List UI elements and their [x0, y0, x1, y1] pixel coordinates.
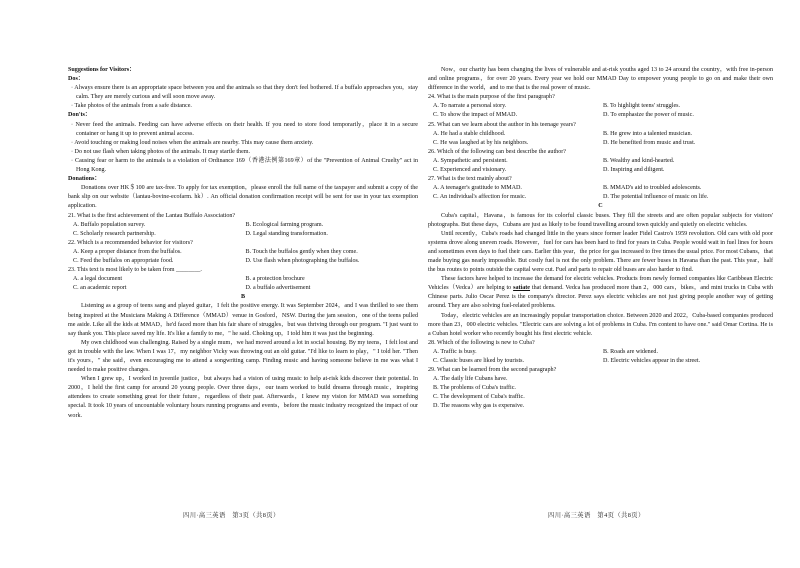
- question-27: 27. What is the text mainly about?: [428, 176, 512, 183]
- option: B. Ecological farming program.: [245, 221, 324, 228]
- passage-c-paragraph: Today，electric vehicles are an increasingly popular transportation choice. Between 2020 and 2022，Cuba-based companies produced more than 23，000 electric vehicles. "Electric cars are solving a lot of problems in Cuba. I'm content to have one." said Omar Cortina. He is a Cuban hotel worker who recently bought his first electric vehicle.: [428, 312, 773, 337]
- option: B. To highlight teens' struggles.: [603, 103, 681, 110]
- donts-item: · Causing fear or harm to the animals is a violation of Ordinance 169（香港法例第169章）of the "Prevention of Animal Cruelty" act in Hong Kong.: [71, 157, 418, 174]
- paragraph-text: These factors have helped to increase the demand for electric vehicles. Products from newly formed companies like Caribbean Electric Vehicles（Vedca）are helping to: [428, 276, 773, 292]
- option: D. The reasons why gas is expensive.: [433, 403, 525, 410]
- option: D. Use flash when photographing the buffalos.: [245, 257, 360, 264]
- option: D. He benefited from music and trust.: [603, 139, 696, 146]
- question-24-options: [428, 102, 773, 120]
- question-29-options: [428, 375, 773, 411]
- option: D. Legal standing transformation.: [245, 230, 328, 237]
- option: A. Keep a proper distance from the buffalos.: [73, 248, 182, 255]
- passage-b-paragraph: Listening as a group of teens sang and played guitar，I felt the positive energy. It was September 2024，and I was thrilled to see them being inspired at the Musicians Making A Difference（MMAD）venue in Gosford，NSW. During the jam session，one of the teens pulled me aside. Like all the kids at MMAD，he'd faced more than his fair share of struggles，but was thriving through our program. "I just want to say thank you. This place saved my life. It's like a family to me，" he said. Choking up，I told him it was just the beginning.: [68, 303, 418, 337]
- question-21: 21. What is the first achievement of the Lantau Buffalo Association?: [68, 212, 236, 219]
- donations-title: Donations：: [68, 176, 101, 183]
- right-page: [428, 66, 773, 412]
- passage-b-paragraph: Now，our charity has been changing the lives of vulnerable and at-risk youths aged 13 to 24 around the country，with free in-person and online programs，for over 20 years. Every year we hold our MMAD Day to empower young people to go on and make their own difference in the world，and to me that is the real power of music.: [428, 67, 773, 92]
- option: A. Traffic is busy.: [433, 348, 477, 355]
- donts-title: Don'ts：: [68, 112, 92, 119]
- question-22-options: [68, 248, 418, 266]
- donts-item: · Do not use flash when taking photos of the animals. It may startle them.: [71, 148, 251, 155]
- option: A. To narrate a personal story.: [433, 103, 507, 110]
- option: C. Experienced and visionary.: [433, 167, 507, 174]
- option: A. Sympathetic and persistent.: [433, 157, 508, 164]
- question-23: 23. This text is most likely to be taken from ________.: [68, 267, 202, 274]
- question-25: 25. What can we learn about the author in his teenage years?: [428, 121, 576, 128]
- question-28-options: [428, 348, 773, 366]
- dos-item: · Always ensure there is an appropriate space between you and the animals so that they don't feel bothered. If a buffalo approaches you，stay calm. They are merely curious and will soon move away.: [71, 85, 418, 101]
- question-22: 22. Which is a recommended behavior for visitors?: [68, 239, 193, 246]
- question-24: 24. What is the main purpose of the first paragraph?: [428, 94, 555, 101]
- option: B. Roads are widened.: [603, 348, 658, 355]
- page-footer-left: 四川·高三英语 第3页（共8页）: [183, 512, 280, 519]
- option: B. The problems of Cuba's traffic.: [433, 385, 516, 392]
- passage-b-paragraph: My own childhood was challenging. Raised by a single mum，we had moved around a lot in social housing. By my teens，I felt lost and got in trouble with the law. When I was 17，my neighbor Vicky was throwing out an old guitar. "I'd like to learn to play，" I told her. "Then it's yours，" she said，even encouraging me to attend a songwriting camp. Finding music and having someone believe in me was what I needed to make positive changes.: [68, 339, 418, 374]
- donts-item: · Never feed the animals. Feeding can have adverse effects on their health. If you need to store food temporarily，place it in a secure container or hang it up to prevent animal access.: [71, 121, 418, 137]
- option: D. Inspiring and diligent.: [603, 167, 665, 174]
- question-29: 29. What can be learned from the second paragraph?: [428, 367, 557, 374]
- option: C. an academic report: [73, 285, 127, 292]
- option: B. Wealthy and kind-hearted.: [603, 157, 675, 164]
- option: D. Electric vehicles appear in the street.: [603, 358, 701, 364]
- option: C. Scholarly research partnership.: [73, 230, 156, 237]
- passage-b-paragraph: When I grew up，I worked in juvenile justice，but always had a vision of using music to help at-risk kids discover their potential. In 2000，I held the first camp for around 20 young people. Over three days，our team worked to build dreams through music，inspiring attendees to create something great for their future，regardless of their past. Afterwards，I knew my vision for MMAD was something special. It took 10 years of uncountable voluntary hours running programs and events，before the music industry recognized the impact of our work.: [68, 376, 418, 419]
- question-28: 28. Which of the following is new to Cuba?: [428, 339, 535, 346]
- option: C. An individual's affection for music.: [433, 194, 527, 201]
- question-27-options: [428, 184, 773, 202]
- option: C. Feed the buffalos on appropriate food.: [73, 257, 174, 264]
- option: A. Buffalo population survey.: [73, 221, 146, 228]
- dos-title: Dos：: [68, 76, 84, 83]
- option: C. Classic buses are liked by tourists.: [433, 358, 525, 364]
- question-23-options: [68, 275, 418, 293]
- option: B. Touch the buffalos gently when they come.: [245, 248, 358, 255]
- option: A. a legal document: [73, 276, 123, 283]
- option: A. He had a stable childhood.: [433, 130, 506, 137]
- option: A. A teenager's gratitude to MMAD.: [433, 185, 522, 192]
- option: C. To show the impact of MMAD.: [433, 112, 518, 119]
- option: C. He was laughed at by his neighbors.: [433, 139, 529, 146]
- donts-item: · Avoid touching or making loud noises when the animals are nearby. This may cause them anxiety.: [71, 139, 314, 146]
- passage-c-paragraph: Cuba's capital，Havana，is famous for its colorful classic buses. They fill the streets and are often popular subjects for visitors' photographs. But these days，Cubans are just as likely to be found travelling around town quickly and quietly on electric vehicles.: [428, 212, 773, 228]
- question-26-options: [428, 157, 773, 175]
- option: B. a protection brochure: [245, 276, 305, 283]
- option: D. a buffalo advertisement: [245, 285, 311, 292]
- underlined-word: satiate: [513, 285, 531, 292]
- option: B. MMAD's aid to troubled adolescents.: [603, 185, 702, 192]
- option: B. He grew into a talented musician.: [603, 130, 693, 137]
- section-b-label: B: [240, 294, 246, 301]
- donations-text: Donations over HK＄100 are tax-free. To apply for tax exemption，please enroll the full name of the taxpayer and submit a copy of the bank slip on our website（lantau-bovine-ecofarm. hk）. An official donation confirmation receipt will be sent for use in your tax exemption application.: [68, 185, 418, 210]
- dos-item: · Take photos of the animals from a safe distance.: [71, 103, 192, 110]
- paragraph-text: that demand. Vedca has produced more than 2，000 cars，bikes，and mini trucks in Cuba with Chinese parts. Julio Oscar Perez is the company's director. Perez says electric vehicles are not just giving people another way of getting around. They are also solving fuel-related problems.: [428, 285, 773, 310]
- question-26: 26. Which of the following can best describe the author?: [428, 148, 566, 155]
- question-21-options: [68, 221, 418, 239]
- left-page: [68, 66, 418, 421]
- option: A. The daily life Cubans have.: [433, 376, 508, 383]
- suggestions-heading: Suggestions for Visitors：: [68, 67, 136, 73]
- question-25-options: [428, 130, 773, 148]
- option: D. To emphasize the power of music.: [603, 112, 694, 119]
- page-footer-right: 四川·高三英语 第4页（共8页）: [548, 512, 645, 519]
- option: D. The potential influence of music on life.: [603, 194, 709, 201]
- section-c-label: C: [598, 203, 603, 210]
- option: C. The development of Cuba's traffic.: [433, 394, 525, 401]
- passage-c-paragraph: [428, 275, 773, 311]
- passage-c-paragraph: Until recently，Cuba's roads had changed little in the years since former leader Fidel Castro's 1959 revolution. Old cars with old poor systems drove along uneven roads. However，fuel for cars has been hard to find for years in Cuba. People would wait in fuel lines for hours and sometimes even days to fuel their cars. Earlier this year，the price for gas increased to five times the usual price. For most Cubans，that made buying gas nearly impossible. But costly fuel is not the only problem. There are fewer buses in Havana than the past. This year，half the bus routes to points outside the capital were cut. Fuel and parts to repair old buses are also harder to find.: [428, 230, 773, 274]
